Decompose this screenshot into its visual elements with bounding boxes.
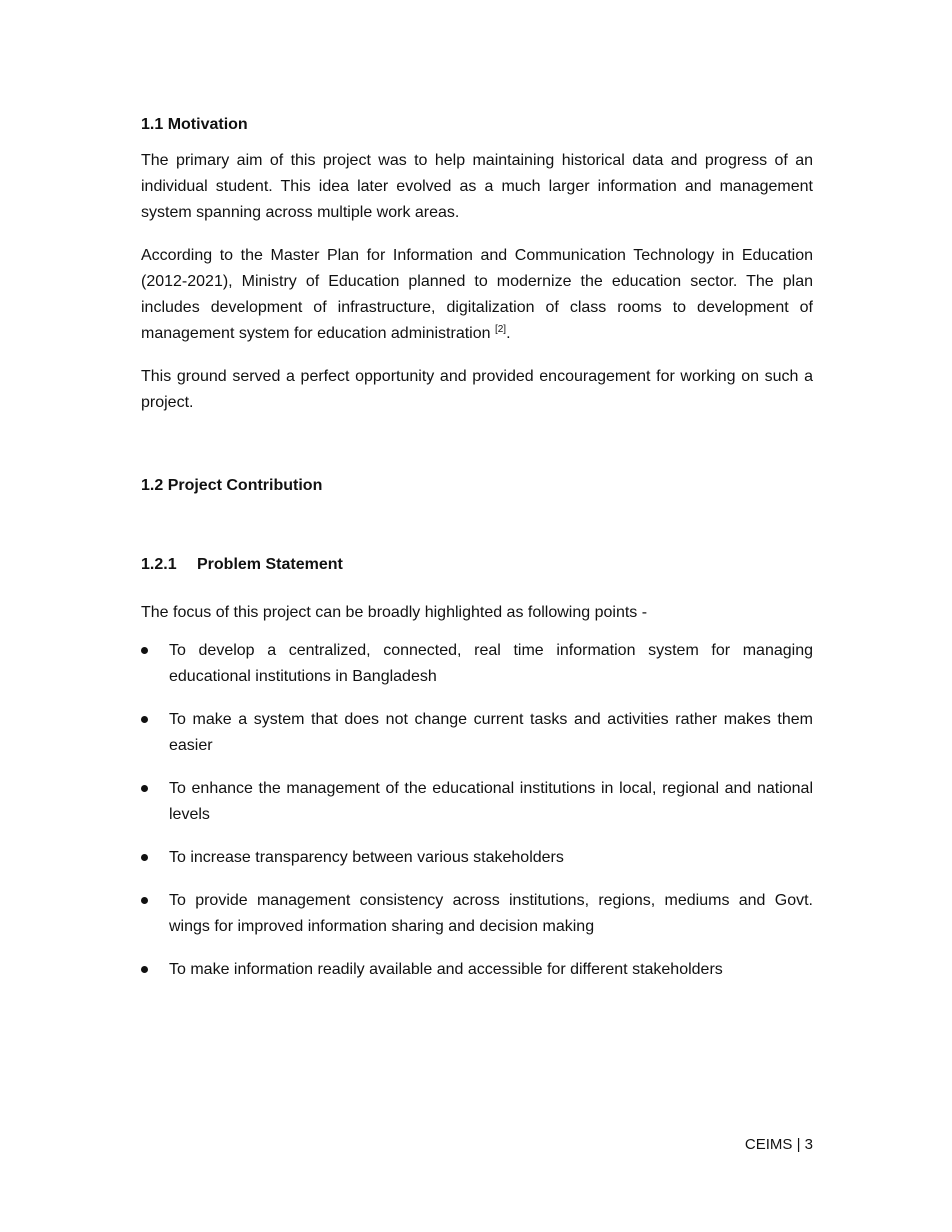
subsection-title: Problem Statement — [197, 556, 343, 573]
bullet-icon — [141, 647, 148, 654]
motivation-paragraph-2-text: According to the Master Plan for Information and Communication Technology in Education (2012-2021), Ministry of Education planned to modernize the education sector. The plan includes development of infrastructure, digitalization of class rooms to development of management system for education administration — [141, 247, 813, 342]
bullet-icon — [141, 966, 148, 973]
bullet-icon — [141, 897, 148, 904]
focus-points-list — [141, 638, 813, 1000]
bullet-icon — [141, 716, 148, 723]
list-item-text: To enhance the management of the educational institutions in local, regional and national levels — [169, 780, 813, 823]
subsection-number: 1.2.1 — [141, 556, 177, 573]
bullet-icon — [141, 854, 148, 861]
list-item-text: To provide management consistency across institutions, regions, mediums and Govt. wings for improved information sharing and decision making — [169, 892, 813, 935]
motivation-paragraph-3: This ground served a perfect opportunity and provided encouragement for working on such a project. — [141, 368, 813, 411]
list-item — [141, 638, 813, 690]
section-heading-motivation: 1.1 Motivation — [141, 116, 248, 133]
list-item-text: To increase transparency between various stakeholders — [169, 849, 564, 866]
motivation-paragraph-2 — [141, 243, 813, 347]
bullet-icon — [141, 785, 148, 792]
motivation-paragraph-2-end: . — [506, 325, 511, 342]
page-footer: CEIMS | 3 — [744, 1136, 813, 1153]
list-item — [141, 888, 813, 940]
list-item — [141, 707, 813, 759]
list-item — [141, 776, 813, 828]
document-page — [141, 0, 813, 1232]
list-item-text: To make a system that does not change current tasks and activities rather makes them easier — [169, 711, 813, 754]
list-item-text: To make information readily available and accessible for different stakeholders — [169, 961, 723, 978]
citation-reference: [2] — [494, 324, 507, 335]
problem-statement-intro: The focus of this project can be broadly highlighted as following points - — [141, 604, 648, 621]
subsection-heading-problem-statement — [141, 555, 343, 575]
list-item-text: To develop a centralized, connected, real time information system for managing educational institutions in Bangladesh — [169, 642, 813, 685]
list-item — [141, 957, 813, 983]
list-item — [141, 845, 813, 871]
motivation-paragraph-1: The primary aim of this project was to help maintaining historical data and progress of an individual student. This idea later evolved as a much larger information and management system spanning across multiple work areas. — [141, 152, 813, 221]
section-heading-project-contribution: 1.2 Project Contribution — [141, 477, 323, 494]
